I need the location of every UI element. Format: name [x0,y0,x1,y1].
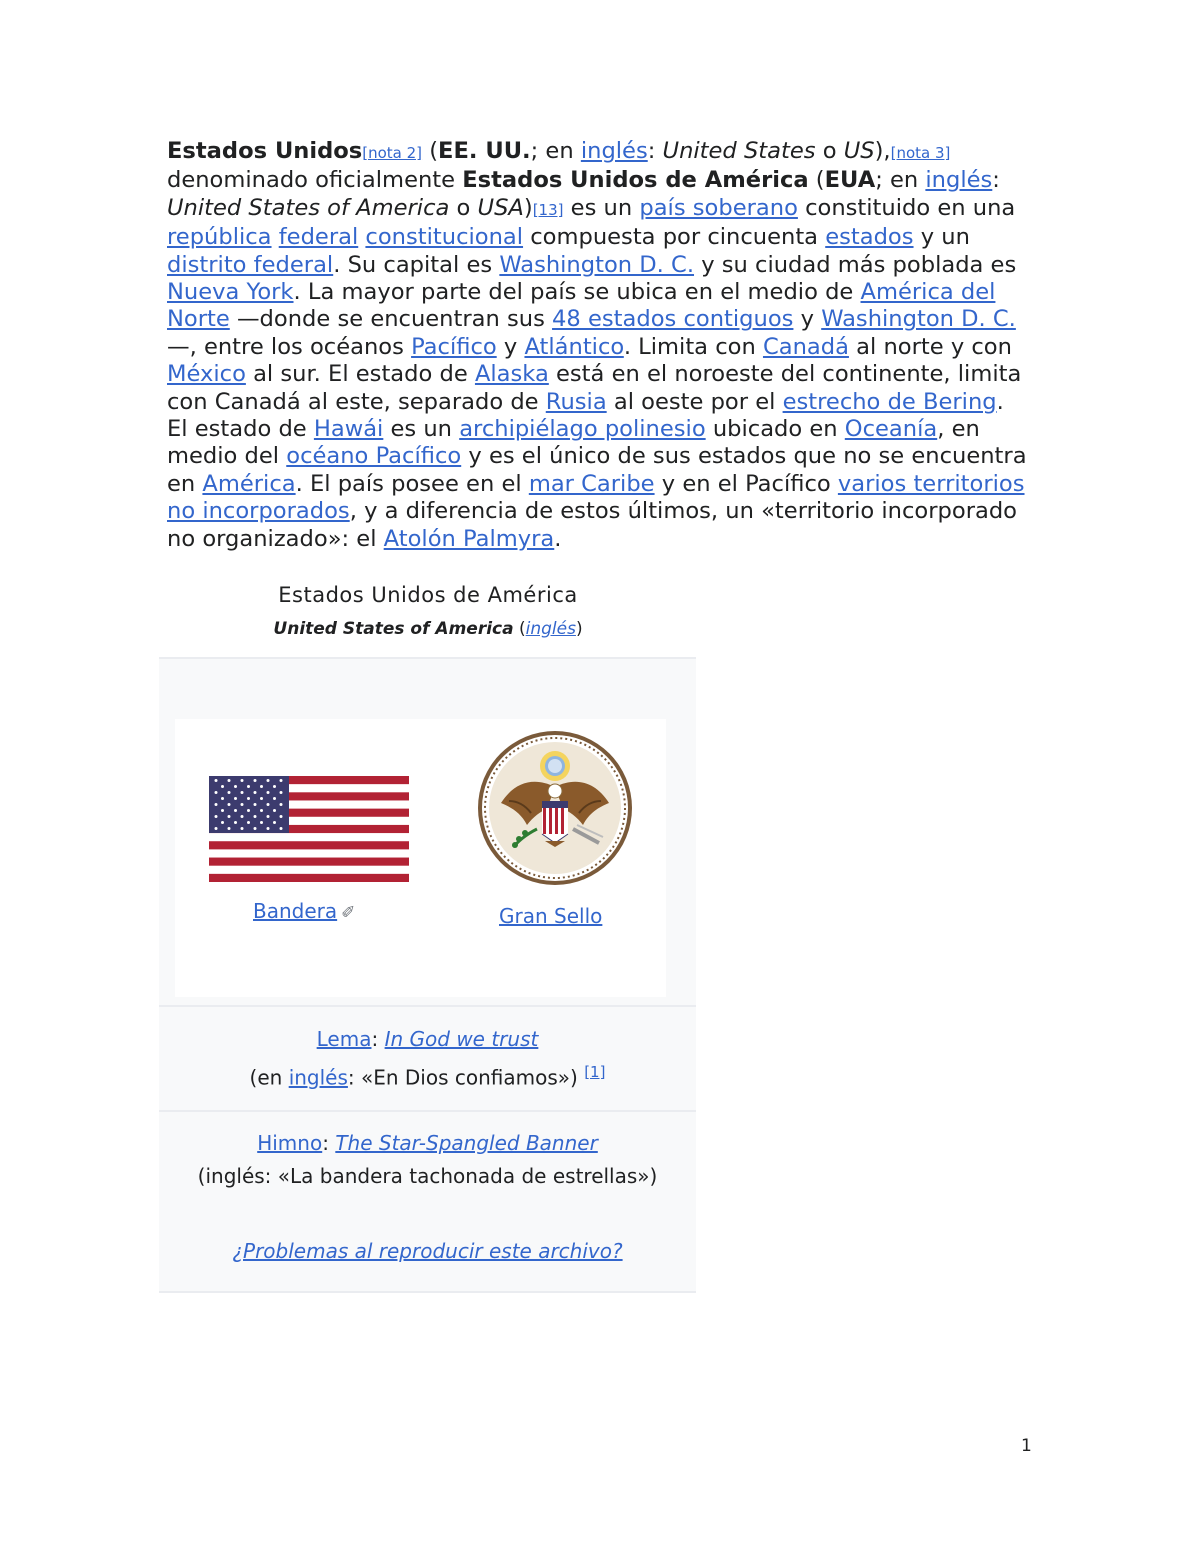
link-washington-2[interactable]: Washington D. C. [821,306,1016,333]
link-rusia[interactable]: Rusia [545,388,607,415]
pencil-icon[interactable]: ✐ [341,903,356,923]
text: ) [523,194,533,221]
link-atolon-palmyra[interactable]: Atolón Palmyra [383,525,555,552]
link-america-del-norte[interactable]: América del Norte [167,279,996,333]
text: . [554,525,562,552]
infobox [159,657,696,1293]
link-alaska[interactable]: Alaska [474,361,549,388]
flag-star [260,809,263,812]
seal-caption [499,904,602,928]
flag-star [247,797,250,800]
flag-star [221,821,224,824]
link-oceano-pacifico[interactable]: océano Pacífico [286,443,462,470]
text: —, entre los océanos [167,333,412,360]
text: , en medio del [167,416,980,470]
link-mar-caribe[interactable]: mar Caribe [528,470,655,497]
motto-label-link[interactable]: Lema [316,1027,372,1051]
note-2-ref[interactable]: [nota 2] [362,144,423,162]
note-3-ref[interactable]: [nota 3] [890,144,951,162]
flag-star [254,827,257,830]
flag-star [280,815,283,818]
text: : [322,1131,336,1155]
text: está en el noroeste del continente, limita con Canadá al este, separado de [167,361,1022,415]
text: y un [913,224,970,251]
flag-stripe [209,841,409,849]
flag-star [254,779,257,782]
playback-help-link[interactable]: ¿Problemas al reproducir este archivo? [232,1239,623,1263]
link-atlantico[interactable]: Atlántico [524,333,624,360]
motto-ingles-link[interactable]: inglés [288,1065,348,1090]
flag-star [254,815,257,818]
playback-help-row [159,1235,696,1268]
link-oceania[interactable]: Oceanía [844,416,938,443]
flag-star [260,785,263,788]
text: compuesta por cincuenta [523,224,826,251]
link-pais-soberano[interactable]: país soberano [639,194,798,221]
anthem-translation: (inglés: «La bandera tachonada de estrellas») [197,1164,658,1188]
text: ; en [530,138,581,164]
flag-star [260,821,263,824]
page-number: 1 [1021,1436,1032,1456]
link-distrito-federal[interactable]: distrito federal [167,251,334,278]
text: constituido en una [797,194,1016,221]
ref-13[interactable]: [13] [532,200,564,219]
text: . Limita con [623,333,763,360]
flag-star [273,797,276,800]
text: . El estado de [167,388,1004,443]
flag-star [241,791,244,794]
text: y su ciudad más poblada es [694,251,1017,278]
flag-star [215,803,218,806]
flag-star [234,809,237,812]
flag-star [280,791,283,794]
flag-star [241,815,244,818]
flag-star [221,797,224,800]
text: o [815,138,844,164]
text: (en [249,1065,289,1090]
flag-star [254,791,257,794]
flag-star [267,803,270,806]
flag-star [215,791,218,794]
text: denominado oficialmente [167,167,463,194]
infobox-title: Estados Unidos de América [278,583,578,607]
text: es un [383,416,460,443]
country-name: Estados Unidos [167,138,363,164]
link-estrecho-de-bering[interactable]: estrecho de Bering [782,388,997,415]
official-name: Estados Unidos de América [462,167,809,194]
link-constitucional[interactable]: constitucional [365,224,524,251]
link-hawai[interactable]: Hawái [313,416,384,443]
flag-star [254,803,257,806]
flag-star [228,803,231,806]
text: al norte y con [848,333,1012,360]
text: y [496,333,525,360]
flag-star [267,779,270,782]
flag-star [280,779,283,782]
infobox-subtitle-name: United States of America [273,619,514,639]
flag-star [228,815,231,818]
motto-translation: : «En Dios confiamos») [347,1065,585,1090]
link-nueva-york[interactable]: Nueva York [167,279,294,306]
flag-star [273,821,276,824]
flag-image[interactable] [209,776,409,882]
flag-star [215,815,218,818]
text: y en el Pacífico [654,470,838,497]
text: ; en [875,167,926,194]
text: ) [575,619,583,639]
flag-link[interactable]: Bandera [253,899,338,923]
intro-paragraph [167,138,1027,553]
text: al sur. El estado de [245,361,475,388]
flag-star [267,791,270,794]
link-mexico[interactable]: México [167,361,246,388]
text: . La mayor parte del país se ubica en el medio de [293,279,861,306]
english-name: United States [662,138,816,164]
flag-star [260,797,263,800]
flag-star [280,803,283,806]
flag-star [234,821,237,824]
link-territorios-no-incorporados[interactable]: varios territorios no incorporados [167,470,1025,525]
flag-star [247,785,250,788]
text: : [371,1027,385,1051]
flag-star [247,821,250,824]
flag-star [267,815,270,818]
flag-stripe [209,858,409,866]
flag-star [273,809,276,812]
text: al oeste por el [606,388,783,415]
flag-star [228,791,231,794]
flag-star [215,779,218,782]
anthem-value-link[interactable]: The Star-Spangled Banner [335,1131,598,1155]
flag-star [228,827,231,830]
flag-star [241,803,244,806]
flag-star [221,809,224,812]
text: ( [422,138,439,164]
infobox-link-ingles[interactable]: inglés [525,619,576,639]
motto-value-link[interactable]: In God we trust [384,1027,539,1051]
text: o [449,194,478,221]
flag-star [273,785,276,788]
infobox-divider [159,1005,696,1007]
text: , y a diferencia de estos últimos, un «territorio incorporado no organizado»: el [167,498,1018,552]
seal-link[interactable]: Gran Sello [499,904,603,928]
link-canada[interactable]: Canadá [762,333,849,360]
link-pacifico[interactable]: Pacífico [411,333,497,360]
text: ( [808,167,825,194]
flag-star [234,797,237,800]
anthem-label-link[interactable]: Himno [257,1131,323,1155]
flag-star [280,827,283,830]
link-estados[interactable]: estados [825,224,914,251]
flag-caption [253,899,355,923]
link-ingles-2[interactable]: inglés [925,167,993,194]
flag-star [215,827,218,830]
motto-row [159,1023,696,1095]
infobox-divider [159,1110,696,1112]
text: . Su capital es [333,251,500,278]
text: —donde se encuentran sus [229,306,553,333]
english-official-name: United States of America [167,194,450,221]
flag-star [221,785,224,788]
text: y es el único de sus estados que no se encuentra en [167,443,1027,497]
national-symbols-panel [175,719,666,997]
great-seal-image[interactable] [475,729,635,887]
link-america[interactable]: América [202,470,296,497]
official-abbr: EUA [824,167,876,194]
flag-canton [209,776,289,833]
flag-star [234,785,237,788]
infobox-subtitle [160,619,696,639]
text: : [992,167,1000,194]
link-republica[interactable]: república [167,224,272,251]
english-abbr: US [843,138,875,164]
text: y [793,306,822,333]
text: es un [563,194,640,221]
link-ingles[interactable]: inglés [580,138,648,164]
anthem-row [159,1127,696,1193]
flag-star [241,827,244,830]
text: ubicado en [705,416,845,443]
text: ), [874,138,891,164]
motto-ref-1[interactable]: [1] [584,1063,606,1081]
text: : [647,138,663,164]
english-official-abbr: USA [477,194,524,221]
text [272,224,279,250]
link-washington[interactable]: Washington D. C. [499,251,695,278]
flag-star [267,827,270,830]
link-federal[interactable]: federal [278,224,359,251]
flag-stripe [209,874,409,882]
link-archipielago-polinesio[interactable]: archipiélago polinesio [459,416,706,443]
text: . El país posee en el [295,470,529,497]
text: ( [513,619,526,639]
flag-star [228,779,231,782]
flag-star [241,779,244,782]
link-48-estados-contiguos[interactable]: 48 estados contiguos [552,306,794,333]
flag-star [247,809,250,812]
abbreviation: EE. UU. [438,138,531,164]
